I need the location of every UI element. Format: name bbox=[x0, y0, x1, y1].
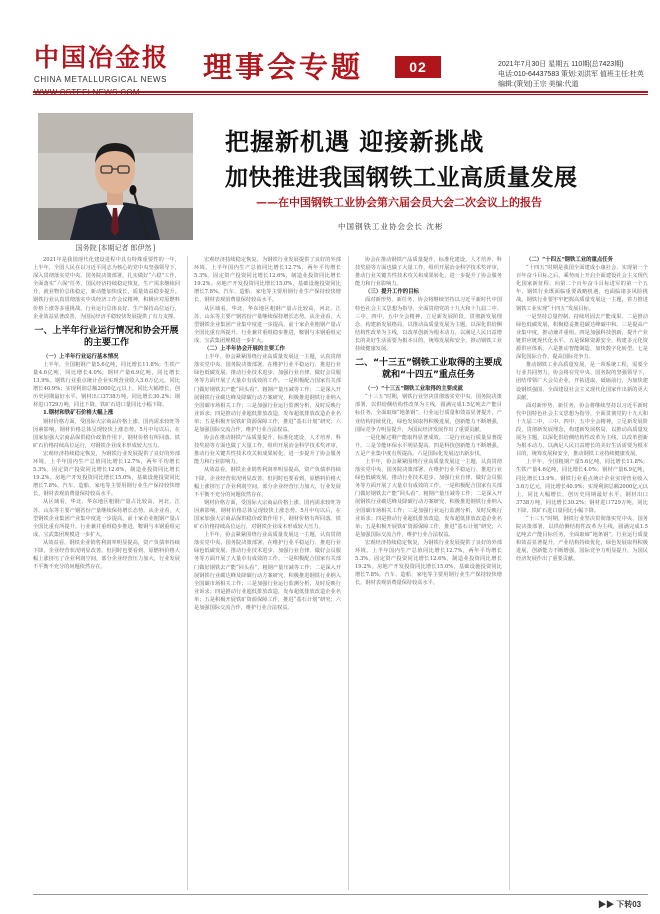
paragraph: 上半年，协会紧紧围绕行业高质量发展这一主题，认真贯彻落实党中央、国务院决策部署，在维护行业平稳运行、推进行业绿色低碳发展、推动行业技术进步、加强行业自律、做好会员服务等方面开展了大量卓有成效的工作。一是积极配合国家有关部门做好钢铁去产能“回头看”、粗钢产量压减等工作；二是深入开展钢铁行业碳达峰及降碳行动方案研究，积极推进钢铁行业纳入全国碳市场相关工作；三是加强行业运行监测分析，及时反映行业诉求；四是推动行业超低排放改造，发布超低排放改造企业名单；五是积极开展铁矿资源保障工作，推进“基石计划”研究；六是加强国际交流合作，维护行业合法权益。 bbox=[194, 532, 341, 612]
paragraph: 钢材价格方面，受国际大宗商品价格上涨、国内需求较旺等因素影响，钢材价格总体呈现较快上涨态势。5月中旬以后，在国家加强大宗商品保供稳价政策作用下，钢材价格有所回落。铁矿石价格持续高位运行，对钢铁企业成本形成较大压力。 bbox=[194, 499, 341, 531]
paragraph: “十四五”时期是我国全面建成小康社会、实现第一个百年奋斗目标之后，乘势而上开启全面建设社会主义现代化国家新征程、向第二个百年奋斗目标进军的第一个五年，钢铁行业既面临重要战略机遇，也面临诸多风险挑战。钢铁行业要牢牢把握高质量发展这一主题，着力推进钢铁工业实现“十四五”发展目标。 bbox=[516, 265, 648, 312]
article-column-3 bbox=[355, 256, 502, 890]
paragraph: 宏观经济持续稳定恢复，为钢铁行业发展提供了良好的外部环境。上半年国内生产总值同比增长12.7%，两年平均增长5.3%。固定资产投资同比增长12.6%，制造业投资同比增长19.2%。房地产开发投资同比增长15.0%，基础设施投资同比增长7.8%。汽车、造船、家电等主要用钢行业生产保持较快增长，钢材表观消费量保持较高水平。 bbox=[33, 450, 180, 498]
footer-divider bbox=[33, 894, 648, 895]
page-number-badge: 02 bbox=[395, 56, 441, 78]
sub-heading: （一）上半年行业运行基本情况 bbox=[43, 353, 119, 360]
paragraph: 上半年，全国粗钢产量5.6亿吨，同比增长11.8%；生铁产量4.6亿吨，同比增长4.0%；钢材产量6.9亿吨，同比增长13.9%。钢铁行业重点统计企业实现营业收入3.6万亿元，同比增长40.9%；实现利润总额2000亿元以上，同比大幅增长，创历史同期最好水平。钢材出口3738万吨，同比增长30.2%；钢材进口729万吨，同比下降。铁矿石进口量同比小幅下降。 bbox=[516, 459, 648, 514]
paragraph: 面对新形势、新任务，协会将继续坚持以习近平新时代中国特色社会主义思想为指导，全面贯彻党的十九大和十九届二中、三中、四中、五中全会精神，立足新发展阶段，贯彻新发展理念，构建新发展格局，以推动高质量发展为主题，以深化供给侧结构性改革为主线，以改革创新为根本动力，以满足人民日益增长的美好生活需要为根本目的，统筹发展和安全，推动钢铁工业持续健康发展。 bbox=[516, 402, 648, 458]
paragraph: 从区域看，华北、华东地区粗钢产量占比较高，河北、江苏、山东等主要产钢省份产量继续保持增长态势。从企业看，大型钢铁企业集团产业集中度进一步提高，前十家企业粗钢产量占全国比重有所提升。行业兼并重组稳步推进，鞍钢与本钢重组完成，宝武集团规模进一步扩大。 bbox=[194, 305, 341, 344]
article-byline: 中国钢铁工业协会会长 沈彬 bbox=[338, 222, 444, 231]
paragraph: 上半年，协会紧紧围绕行业高质量发展这一主题，认真贯彻落实党中央、国务院决策部署，在维护行业平稳运行、推进行业绿色低碳发展、推动行业技术进步、加强行业自律、做好会员服务等方面开展了大量卓有成效的工作。一是积极配合国家有关部门做好钢铁去产能“回头看”、粗钢产量压减等工作；二是深入开展钢铁行业碳达峰及降碳行动方案研究，积极推进钢铁行业纳入全国碳市场相关工作；三是加强行业运行监测分析，及时反映行业诉求；四是推动行业超低排放改造，发布超低排放改造企业名单；五是积极开展铁矿资源保障工作，推进“基石计划”研究；六是加强国际交流合作，维护行业合法权益。 bbox=[194, 354, 341, 433]
column-divider bbox=[187, 256, 188, 890]
continue-arrow-icon: ▶▶ bbox=[598, 900, 614, 909]
paragraph: 上半年，全国粗钢产量5.6亿吨，同比增长11.8%；生铁产量4.6亿吨，同比增长4.0%；钢材产量6.9亿吨，同比增长13.9%。钢铁行业重点统计企业实现营业收入3.6万亿元，同比增长40.9%；实现利润总额2000亿元以上，同比大幅增长，创历史同期最好水平。钢材出口3738万吨，同比增长30.2%；钢材进口729万吨，同比下降。铁矿石进口量同比小幅下降。 bbox=[33, 361, 180, 409]
paragraph: 面对新形势、新任务，协会将继续坚持以习近平新时代中国特色社会主义思想为指导，全面贯彻党的十九大和十九届二中、三中、四中、五中全会精神，立足新发展阶段，贯彻新发展理念，构建新发展格局，以推动高质量发展为主题，以深化供给侧结构性改革为主线，以改革创新为根本动力，以满足人民日益增长的美好生活需要为根本目的，统筹发展和安全，推动钢铁工业持续健康发展。 bbox=[355, 297, 502, 353]
paragraph: 宏观经济持续稳定恢复，为钢铁行业发展提供了良好的外部环境。上半年国内生产总值同比增长12.7%，两年平均增长5.3%。固定资产投资同比增长12.6%，制造业投资同比增长19.2%。房地产开发投资同比增长15.0%，基础设施投资同比增长7.8%。汽车、造船、家电等主要用钢行业生产保持较快增长，钢材表观消费量保持较高水平。 bbox=[194, 257, 341, 304]
photo-caption: 国务院 [本期记者 郎伊然 ] bbox=[75, 245, 156, 252]
article-headline bbox=[225, 127, 655, 193]
issue-info-line: 2021年7月30日 星期五 110期(总7423期) bbox=[498, 61, 624, 68]
paragraph: 从效益看，钢铁企业销售利润率明显提高，资产负债率持续下降，企业经营状况明显改善。但同时也要看到，原燃料价格大幅上涨挤压了企业利润空间，部分企业经营压力加大，行业发展不平衡不充分的问题依然存在。 bbox=[194, 467, 341, 498]
article-column-2 bbox=[194, 256, 341, 890]
continue-label: 下转03 bbox=[616, 900, 642, 909]
logo-chinese: 中国冶金报 bbox=[34, 43, 170, 72]
paragraph: 从区域看，华北、华东地区粗钢产量占比较高，河北、江苏、山东等主要产钢省份产量继续保持增长态势。从企业看，大型钢铁企业集团产业集中度进一步提高，前十家企业粗钢产量占全国比重有所提升。行业兼并重组稳步推进，鞍钢与本钢重组完成，宝武集团规模进一步扩大。 bbox=[33, 499, 180, 538]
paragraph: 2021年是我国现代化建设进程中具有特殊重要性的一年，上半年，全国人民在以习近平同志为核心的党中央坚强领导下，深入贯彻落实党中央、国务院决策部署，扎实做好“六稳”工作，全面落实“六保”任务，国民经济持续稳定恢复，生产需求继续回升，就业物价总体稳定，新动能加快成长，质量效益稳步提升。钢铁行业认真贯彻落实中央经济工作会议精神，积极应对原燃料价格上涨等多重挑战，行业运行总体良好，生产保持高位运行，企业效益显著改善，为国民经济平稳较快发展提供了有力支撑。 bbox=[33, 257, 180, 320]
paragraph: 从效益看，钢铁企业销售利润率明显提高，资产负债率持续下降，企业经营状况明显改善。但同时也要看到，原燃料价格大幅上涨挤压了企业利润空间，部分企业经营压力加大，行业发展不平衡不充分的问题依然存在。 bbox=[33, 539, 180, 571]
header-divider-thin bbox=[33, 94, 648, 95]
issue-info-line: 编辑:(策划)王宗 美编:代道 bbox=[498, 81, 579, 88]
sub-heading: 1.钢材和铁矿石价格大幅上涨 bbox=[43, 410, 114, 417]
paragraph: 协会在推动钢铁产品质量提升、标准化建设、人才培养、科技奖励等方面也做了大量工作，组织开展冶金科学技术奖评审，推动行业关键共性技术攻关和成果转化，进一步提升了协会服务能力和行业影响力。 bbox=[194, 435, 341, 466]
paragraph: 推动钢铁工业高质量发展，是一项系统工程，需要全行业共同努力。协会将在党中央、国务院的坚强领导下，团结带领广大会员企业，开拓进取、砥砺前行，为加快建设钢铁强国、全面建设社会主义现代化国家作出新的更大贡献。 bbox=[516, 362, 648, 401]
header-divider bbox=[33, 91, 648, 93]
headline-line-1: 把握新机遇 迎接新挑战 bbox=[225, 128, 485, 156]
headline-line-2: 加快推进我国钢铁工业高质量发展 bbox=[225, 165, 578, 191]
logo-english: CHINA METALLURGICAL NEWS bbox=[34, 75, 168, 84]
speaker-portrait-illustration bbox=[38, 113, 193, 240]
section-heading-2: 二、“十三五”钢铁工业取得的主要成就和“十四五”重点任务 bbox=[355, 358, 502, 381]
newspaper-logo[interactable] bbox=[34, 44, 184, 98]
article-subtitle: ——在中国钢铁工业协会第六届会员大会二次会议上的报告 bbox=[256, 196, 542, 209]
paragraph: “十三五”时期，钢铁行业坚决贯彻落实党中央、国务院决策部署，以供给侧结构性改革为主线，圆满完成1.5亿吨去产能目标任务，全面取缔“地条钢”，行业运行质量和效益显著提升，产业结构持续优化，绿色发展取得积极进展，创新能力不断增强，国际竞争力明显提升，为国民经济发展作出了重要贡献。 bbox=[355, 394, 502, 433]
paragraph: 上半年，协会紧紧围绕行业高质量发展这一主题，认真贯彻落实党中央、国务院决策部署，在维护行业平稳运行、推进行业绿色低碳发展、推动行业技术进步、加强行业自律、做好会员服务等方面开展了大量卓有成效的工作。一是积极配合国家有关部门做好钢铁去产能“回头看”、粗钢产量压减等工作；二是深入开展钢铁行业碳达峰及降碳行动方案研究，积极推进钢铁行业纳入全国碳市场相关工作；三是加强行业运行监测分析，及时反映行业诉求；四是推动行业超低排放改造，发布超低排放改造企业名单；五是积极开展铁矿资源保障工作，推进“基石计划”研究；六是加强国际交流合作，维护行业合法权益。 bbox=[355, 458, 502, 538]
column-divider bbox=[348, 256, 349, 890]
article-column-4 bbox=[516, 256, 648, 890]
paragraph: 协会在推动钢铁产品质量提升、标准化建设、人才培养、科技奖励等方面也做了大量工作，组织开展冶金科学技术奖评审，推动行业关键共性技术攻关和成果转化，进一步提升了协会服务能力和行业影响力。 bbox=[355, 257, 502, 288]
sub-heading: （二）上半年协会开展的主要工作 bbox=[204, 346, 285, 353]
website-url[interactable] bbox=[34, 88, 184, 98]
sub-heading: （一）“十三五”钢铁工业取得的主要成就 bbox=[365, 386, 463, 393]
issue-info-line: 电话:010-64437583 策划:刘洪军 值班主任:杜英 bbox=[498, 71, 644, 78]
paragraph: 钢材价格方面，受国际大宗商品价格上涨、国内需求较旺等因素影响，钢材价格总体呈现较快上涨态势。5月中旬以后，在国家加强大宗商品保供稳价政策作用下，钢材价格有所回落。铁矿石价格持续高位运行，对钢铁企业成本形成较大压力。 bbox=[33, 418, 180, 449]
article-column-1 bbox=[33, 256, 180, 890]
paragraph: “十三五”时期，钢铁行业坚决贯彻落实党中央、国务院决策部署，以供给侧结构性改革为主线，圆满完成1.5亿吨去产能目标任务，全面取缔“地条钢”，行业运行质量和效益显著提升，产业结构持续优化，绿色发展取得积极进展，创新能力不断增强，国际竞争力明显提升，为国民经济发展作出了重要贡献。 bbox=[516, 516, 648, 563]
paragraph: 宏观经济持续稳定恢复，为钢铁行业发展提供了良好的外部环境。上半年国内生产总值同比增长12.7%，两年平均增长5.3%。固定资产投资同比增长12.6%，制造业投资同比增长19.2%。房地产开发投资同比增长15.0%，基础设施投资同比增长7.8%。汽车、造船、家电等主要用钢行业生产保持较快增长，钢材表观消费量保持较高水平。 bbox=[355, 539, 502, 587]
paragraph: 一是坚持总量控制，持续巩固去产能成果。二是推动绿色低碳发展，积极稳妥推进碳达峰碳中和。三是提高产业集中度，推动兼并重组。四是加强科技创新，提升产业链供应链现代化水平。五是保障资源安全，构建多元化资源供应体系。六是推动智能制造，加快数字化转型。七是深化国际合作，提高国际竞争力。 bbox=[516, 313, 648, 361]
section-title: 理事会专题 bbox=[203, 50, 364, 84]
issue-info bbox=[498, 60, 648, 90]
speaker-photo bbox=[38, 113, 193, 240]
sub-heading: （三）提升工作的目标 bbox=[365, 289, 419, 296]
article-body bbox=[33, 256, 648, 890]
column-divider bbox=[509, 256, 510, 890]
paragraph: 一是化解过剩产能取得显著成效。二是行业运行质量显著提升。三是节能环保水平明显提高。四是科技创新能力不断增强。五是产业集中度有所提高。六是国际化发展迈出新步伐。 bbox=[355, 434, 502, 457]
masthead bbox=[0, 0, 660, 100]
continue-to-page-link[interactable] bbox=[598, 899, 641, 910]
sub-heading: （二）“十四五”钢铁工业的重点任务 bbox=[526, 257, 614, 263]
section-heading-1: 一、上半年行业运行情况和协会开展的主要工作 bbox=[34, 325, 179, 348]
